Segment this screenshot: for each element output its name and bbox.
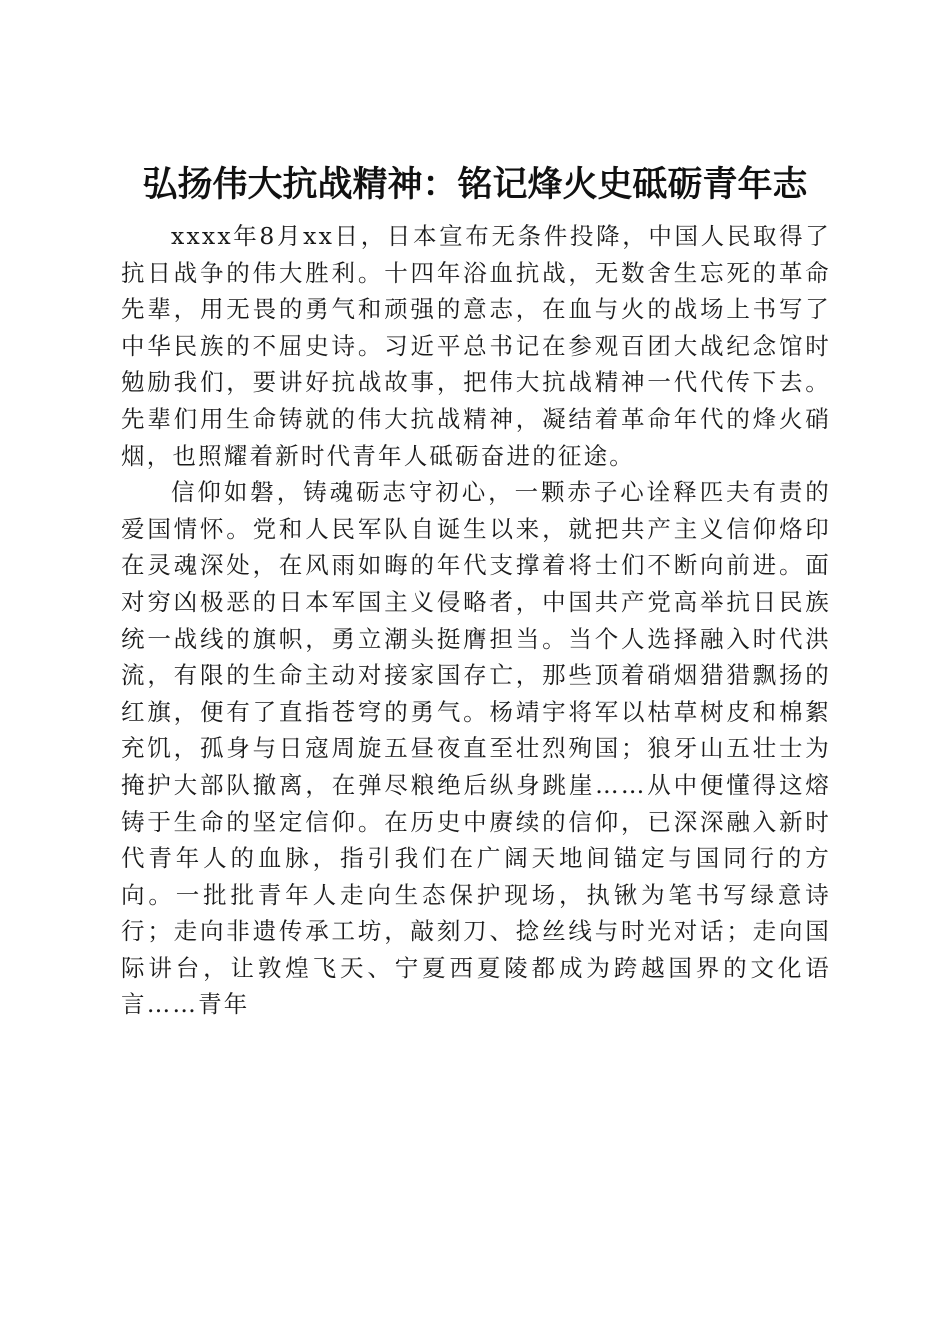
paragraph-1: xxxx年8月xx日，日本宣布无条件投降，中国人民取得了抗日战争的伟大胜利。十四年浴血抗战，无数舍生忘死的革命先辈，用无畏的勇气和顽强的意志，在血与火的战场上书写了中华民族的不屈史诗。习近平总书记在参观百团大战纪念馆时勉励我们，要讲好抗战故事，把伟大抗战精神一代代传下去。先辈们用生命铸就的伟大抗战精神，凝结着革命年代的烽火硝烟，也照耀着新时代青年人砥砺奋进的征途。	[121, 222, 831, 470]
document-body	[121, 218, 831, 1023]
paragraph-2: 信仰如磐，铸魂砺志守初心，一颗赤子心诠释匹夫有责的爱国情怀。党和人民军队自诞生以来，就把共产主义信仰烙印在灵魂深处，在风雨如晦的年代支撑着将士们不断向前进。面对穷凶极恶的日本军国主义侵略者，中国共产党高举抗日民族统一战线的旗帜，勇立潮头挺膺担当。当个人选择融入时代洪流，有限的生命主动对接家国存亡，那些顶着硝烟猎猎飘扬的红旗，便有了直指苍穹的勇气。杨靖宇将军以枯草树皮和棉絮充饥，孤身与日寇周旋五昼夜直至壮烈殉国；狼牙山五壮士为掩护大部队撤离，在弹尽粮绝后纵身跳崖……从中便懂得这熔铸于生命的坚定信仰。在历史中赓续的信仰，已深深融入新时代青年人的血脉，指引我们在广阔天地间锚定与国同行的方向。一批批青年人走向生态保护现场，执锹为笔书写绿意诗行；走向非遗传承工坊，敲刻刀、捻丝线与时光对话；走向国际讲台，让敦煌飞天、宁夏西夏陵都成为跨越国界的文化语言……青年	[121, 478, 831, 1019]
document-title: 弘扬伟大抗战精神：铭记烽火史砥砺青年志	[142, 164, 808, 206]
